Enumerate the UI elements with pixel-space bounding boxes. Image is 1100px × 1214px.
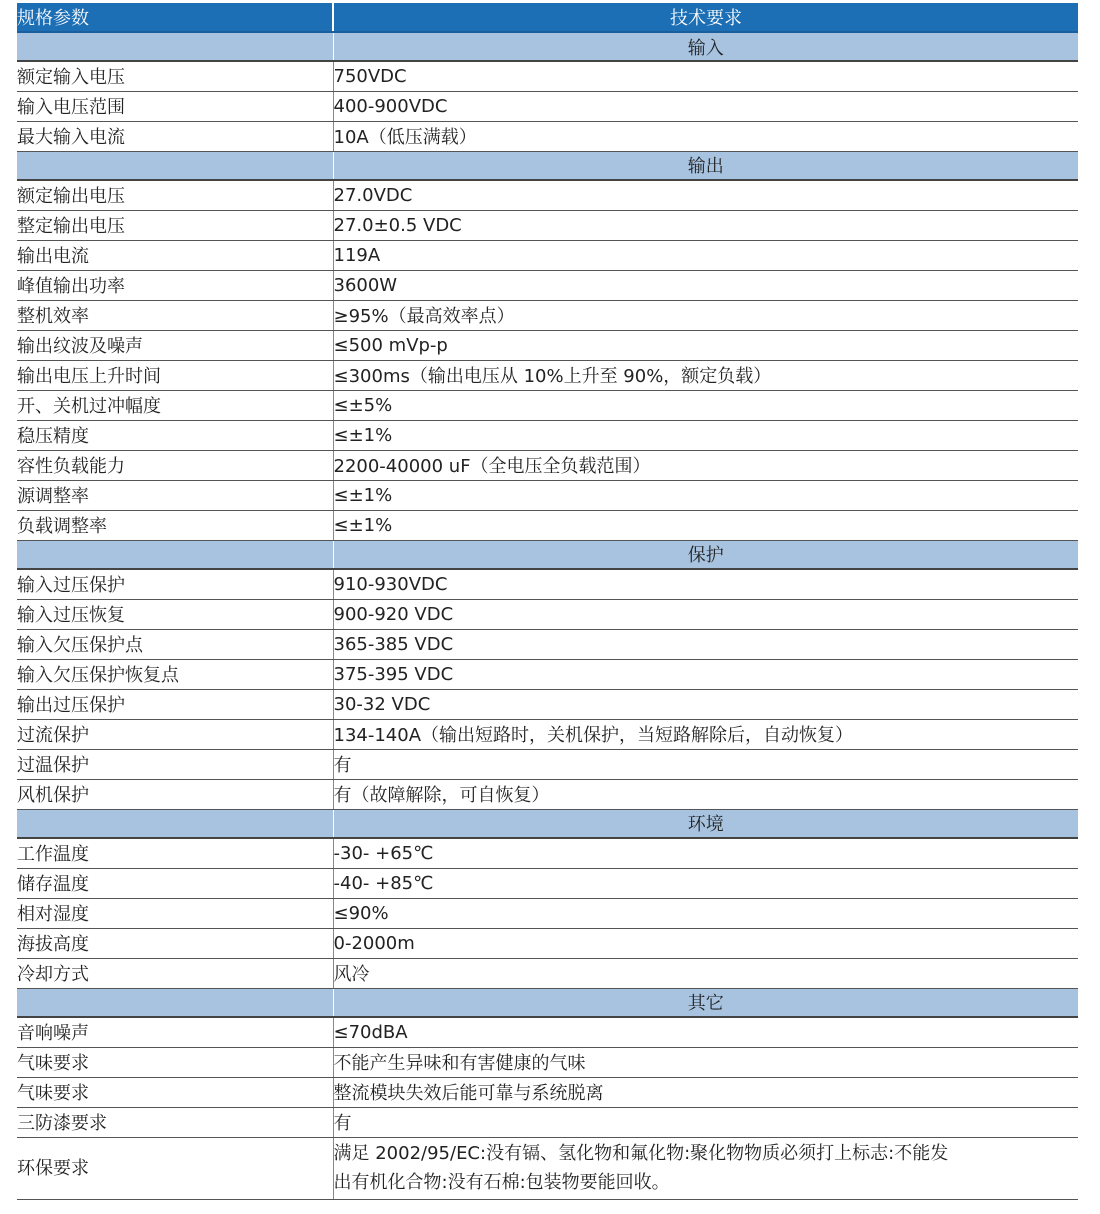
param-name: 峰值输出功率 — [17, 270, 333, 300]
section-blank-cell — [17, 540, 333, 569]
table-row — [17, 180, 1078, 210]
param-name: 气味要求 — [17, 1047, 333, 1077]
param-value: 27.0±0.5 VDC — [333, 210, 1078, 240]
section-blank-cell — [17, 988, 333, 1017]
param-name: 额定输入电压 — [17, 61, 333, 91]
param-value: 2200-40000 uF（全电压全负载范围） — [333, 450, 1078, 480]
table-row — [17, 330, 1078, 360]
table-row — [17, 270, 1078, 300]
param-name: 气味要求 — [17, 1077, 333, 1107]
table-row — [17, 629, 1078, 659]
param-value: ≤±1% — [333, 480, 1078, 510]
param-name: 源调整率 — [17, 480, 333, 510]
section-title: 输入 — [333, 32, 1078, 61]
param-name: 稳压精度 — [17, 420, 333, 450]
table-row — [17, 1137, 1078, 1199]
param-name: 整机效率 — [17, 300, 333, 330]
header-param: 规格参数 — [17, 3, 333, 32]
header-value: 技术要求 — [333, 3, 1078, 32]
param-value: ≤500 mVp-p — [333, 330, 1078, 360]
param-name: 输出纹波及噪声 — [17, 330, 333, 360]
param-value: 3600W — [333, 270, 1078, 300]
param-name: 输出电流 — [17, 240, 333, 270]
param-name: 工作温度 — [17, 838, 333, 868]
table-row — [17, 1017, 1078, 1047]
table-row — [17, 210, 1078, 240]
param-name: 过流保护 — [17, 719, 333, 749]
param-name: 最大输入电流 — [17, 121, 333, 151]
param-value: 整流模块失效后能可靠与系统脱离 — [333, 1077, 1078, 1107]
section-row — [17, 988, 1078, 1017]
table-row — [17, 958, 1078, 988]
param-name: 输出电压上升时间 — [17, 360, 333, 390]
param-value: 有（故障解除，可自恢复） — [333, 779, 1078, 809]
param-name: 输入电压范围 — [17, 91, 333, 121]
table-row — [17, 480, 1078, 510]
param-value: 375-395 VDC — [333, 659, 1078, 689]
param-name: 容性负载能力 — [17, 450, 333, 480]
table-row — [17, 868, 1078, 898]
param-value: 有 — [333, 749, 1078, 779]
spec-table — [17, 3, 1078, 1200]
table-row — [17, 121, 1078, 151]
param-name: 音响噪声 — [17, 1017, 333, 1047]
param-value-line: 满足 2002/95/EC:没有镉、氢化物和氟化物:聚化物物质必须打上标志:不能发 — [333, 1143, 949, 1164]
param-value: 134-140A（输出短路时，关机保护，当短路解除后，自动恢复） — [333, 719, 1078, 749]
param-name: 输入欠压保护恢复点 — [17, 659, 333, 689]
table-row — [17, 420, 1078, 450]
table-row — [17, 749, 1078, 779]
param-name: 输出过压保护 — [17, 689, 333, 719]
table-row — [17, 300, 1078, 330]
param-value-line: 出有机化合物:没有石棉:包装物要能回收。 — [333, 1172, 670, 1193]
table-row — [17, 599, 1078, 629]
table-row — [17, 898, 1078, 928]
param-name: 输入欠压保护点 — [17, 629, 333, 659]
section-title: 输出 — [333, 151, 1078, 180]
section-title: 保护 — [333, 540, 1078, 569]
table-header — [17, 3, 1078, 32]
spec-body — [17, 32, 1078, 1199]
table-row — [17, 1047, 1078, 1077]
table-row — [17, 719, 1078, 749]
param-name: 海拔高度 — [17, 928, 333, 958]
section-row — [17, 809, 1078, 838]
table-row — [17, 838, 1078, 868]
section-row — [17, 151, 1078, 180]
table-row — [17, 450, 1078, 480]
param-value: ≤±5% — [333, 390, 1078, 420]
param-value: 119A — [333, 240, 1078, 270]
param-name: 额定输出电压 — [17, 180, 333, 210]
table-row — [17, 689, 1078, 719]
section-row — [17, 540, 1078, 569]
param-name: 风机保护 — [17, 779, 333, 809]
param-name: 负载调整率 — [17, 510, 333, 540]
param-name: 输入过压恢复 — [17, 599, 333, 629]
param-value: -40- +85℃ — [333, 868, 1078, 898]
param-value: 30-32 VDC — [333, 689, 1078, 719]
section-title: 其它 — [333, 988, 1078, 1017]
section-row — [17, 32, 1078, 61]
param-value: -30- +65℃ — [333, 838, 1078, 868]
param-value: 910-930VDC — [333, 569, 1078, 599]
param-value: 400-900VDC — [333, 91, 1078, 121]
param-name: 环保要求 — [17, 1137, 333, 1199]
param-value: 0-2000m — [333, 928, 1078, 958]
param-name: 整定输出电压 — [17, 210, 333, 240]
section-blank-cell — [17, 809, 333, 838]
param-value: ≤±1% — [333, 420, 1078, 450]
table-row — [17, 240, 1078, 270]
table-row — [17, 390, 1078, 420]
section-blank-cell — [17, 32, 333, 61]
param-value: 不能产生异味和有害健康的气味 — [333, 1047, 1078, 1077]
param-name: 储存温度 — [17, 868, 333, 898]
param-name: 过温保护 — [17, 749, 333, 779]
table-row — [17, 1107, 1078, 1137]
param-value: 750VDC — [333, 61, 1078, 91]
param-value: 365-385 VDC — [333, 629, 1078, 659]
param-value: 900-920 VDC — [333, 599, 1078, 629]
param-name: 相对湿度 — [17, 898, 333, 928]
param-name: 输入过压保护 — [17, 569, 333, 599]
table-row — [17, 91, 1078, 121]
param-name: 三防漆要求 — [17, 1107, 333, 1137]
table-row — [17, 1077, 1078, 1107]
param-value: ≤±1% — [333, 510, 1078, 540]
param-value: ≤90% — [333, 898, 1078, 928]
table-row — [17, 659, 1078, 689]
table-row — [17, 779, 1078, 809]
table-row — [17, 510, 1078, 540]
param-value: ≥95%（最高效率点） — [333, 300, 1078, 330]
param-value: ≤70dBA — [333, 1017, 1078, 1047]
table-row — [17, 61, 1078, 91]
section-title: 环境 — [333, 809, 1078, 838]
section-blank-cell — [17, 151, 333, 180]
table-row — [17, 928, 1078, 958]
param-value — [333, 1137, 1078, 1199]
param-name: 冷却方式 — [17, 958, 333, 988]
param-value: 27.0VDC — [333, 180, 1078, 210]
table-row — [17, 360, 1078, 390]
param-value: 有 — [333, 1107, 1078, 1137]
param-value: 10A（低压满载） — [333, 121, 1078, 151]
param-name: 开、关机过冲幅度 — [17, 390, 333, 420]
param-value: 风冷 — [333, 958, 1078, 988]
table-row — [17, 569, 1078, 599]
param-value: ≤300ms（输出电压从 10%上升至 90%，额定负载） — [333, 360, 1078, 390]
